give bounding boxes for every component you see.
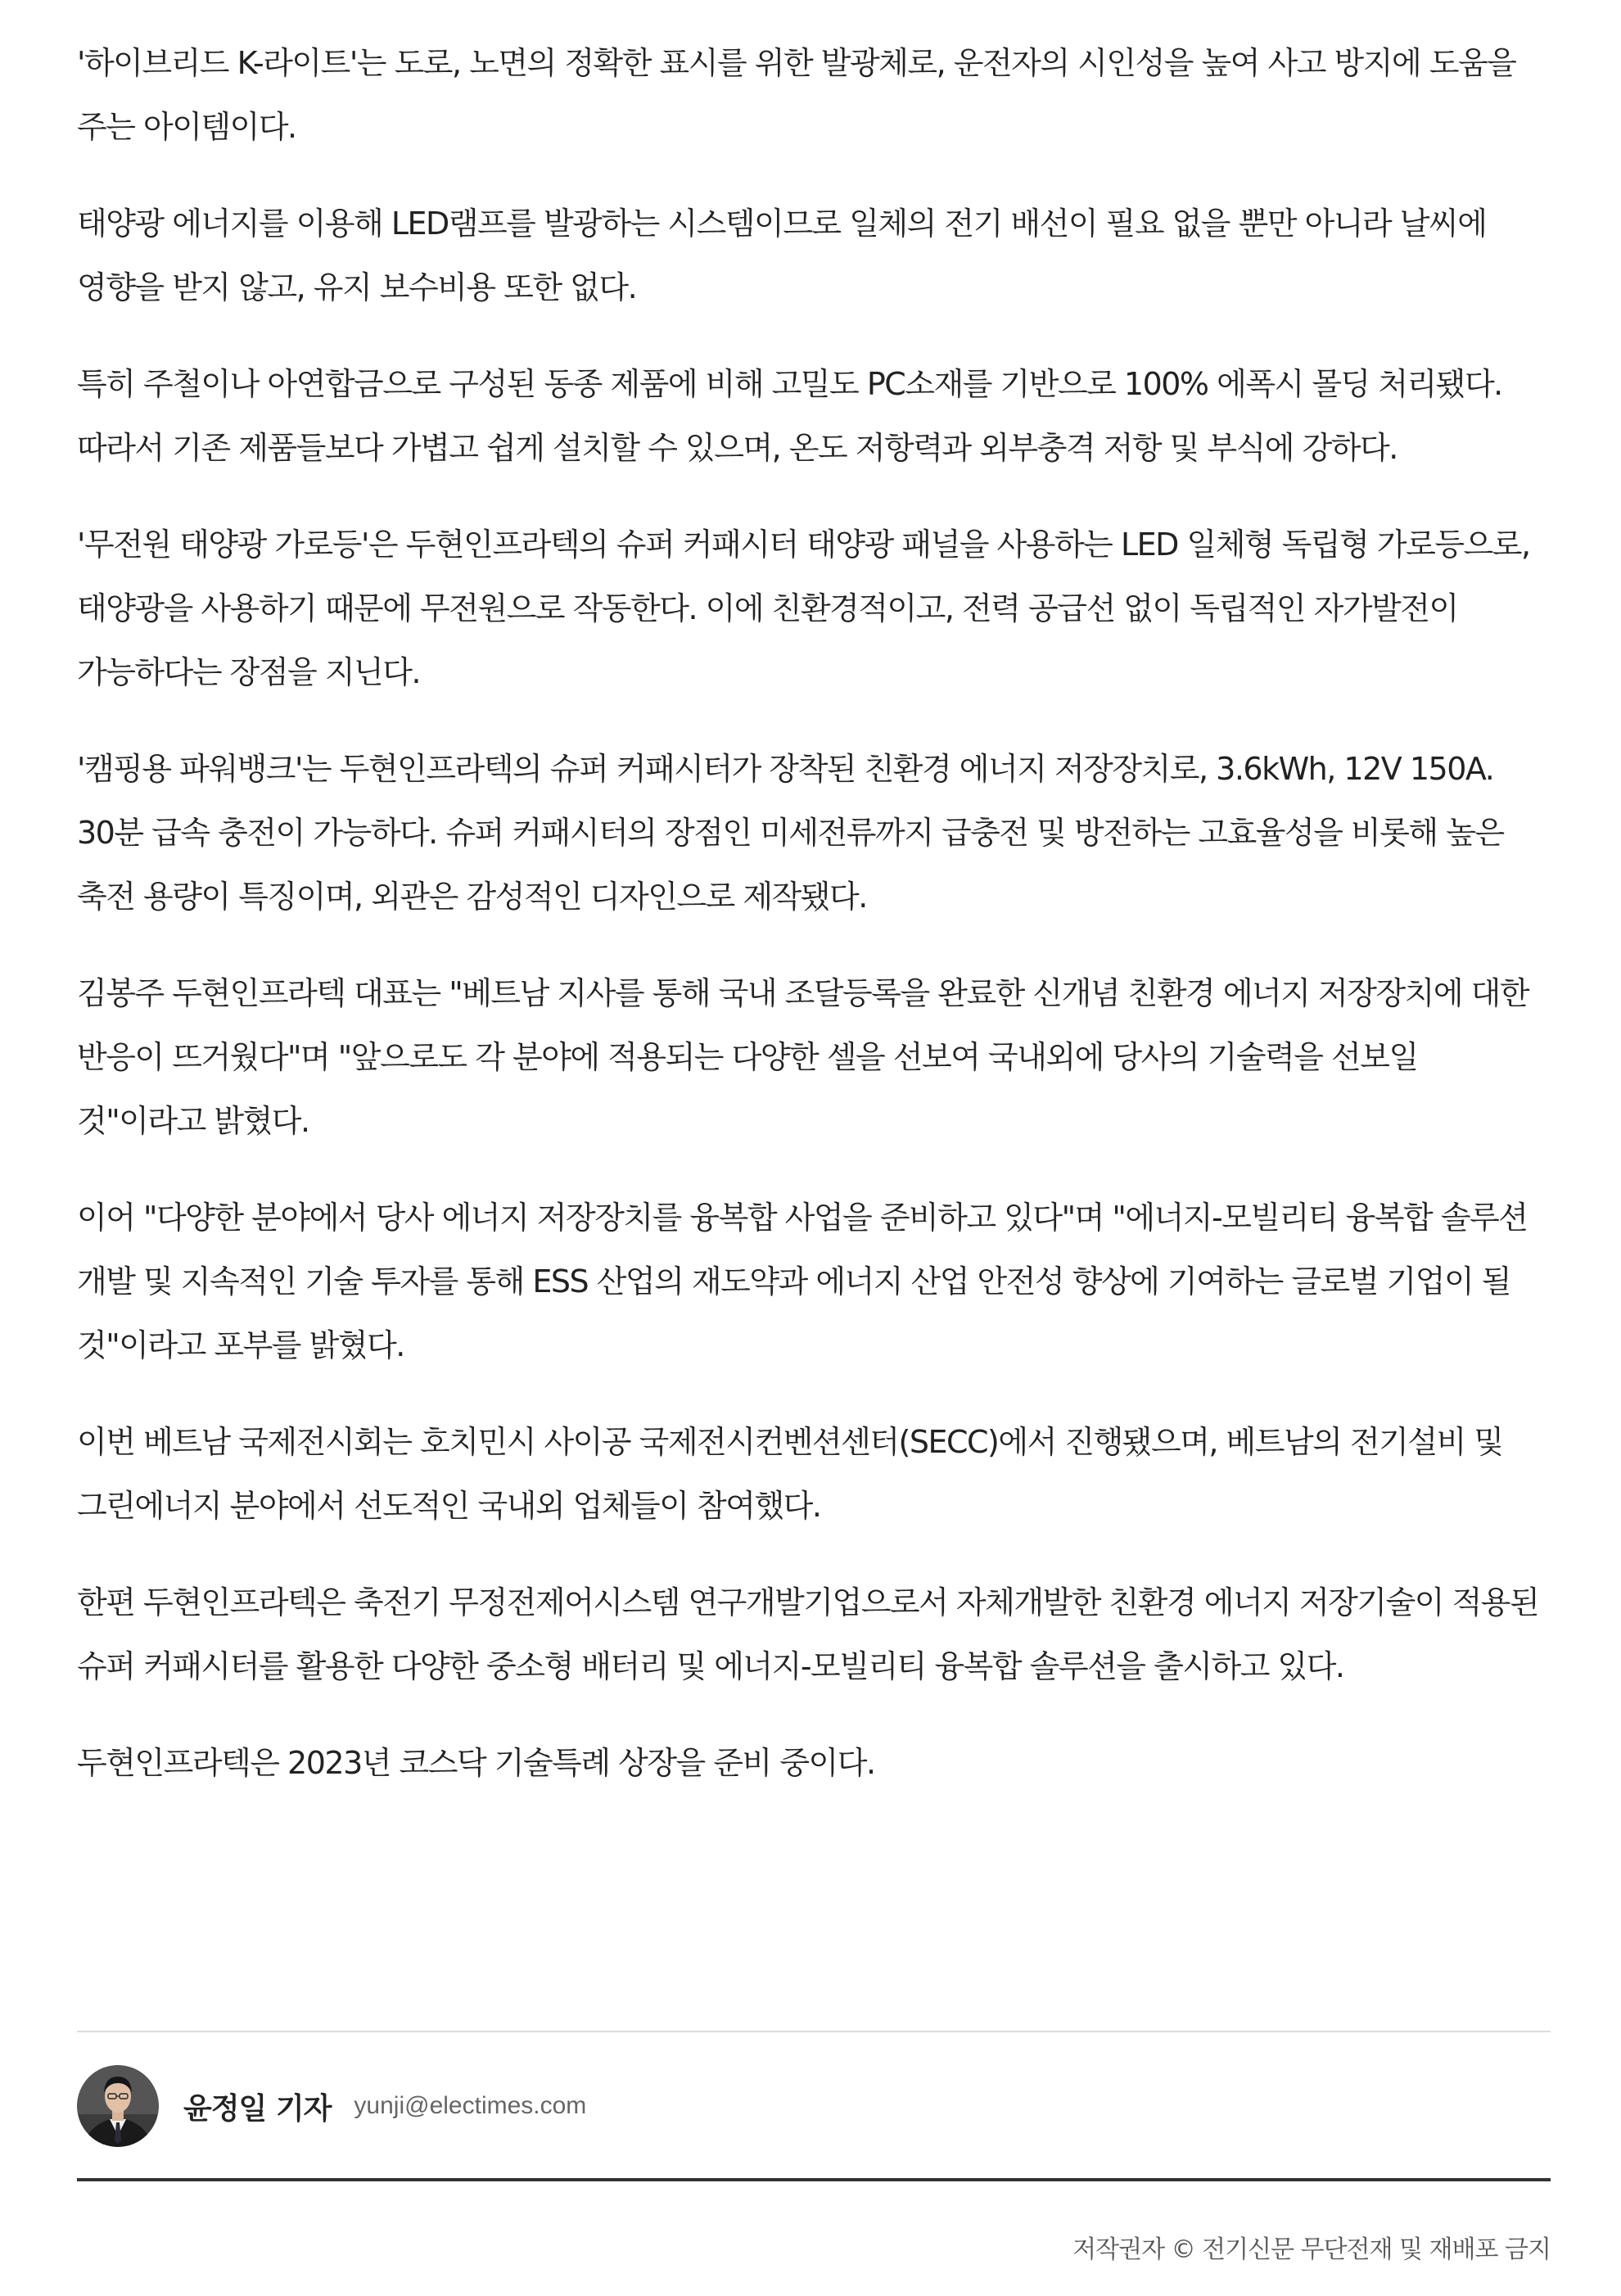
article-paragraph: 한편 두현인프라텍은 축전기 무정전제어시스템 연구개발기업으로서 자체개발한 친환경 에너지 저장기술이 적용된 슈퍼 커패시터를 활용한 다양한 중소형 배터리 및 에너지-모빌리티 융복합 솔루션을 출시하고 있다. — [77, 1584, 1539, 1684]
reporter-email[interactable]: yunji@electimes.com — [354, 2092, 587, 2119]
article-paragraph: 김봉주 두현인프라텍 대표는 "베트남 지사를 통해 국내 조달등록을 완료한 신개념 친환경 에너지 저장장치에 대한 반응이 뜨거웠다"며 "앞으로도 각 분야에 적용되는 다양한 셀을 선보여 국내외에 당사의 기술력을 선보일 것"이라고 밝혔다. — [77, 975, 1529, 1139]
article-paragraph: 태양광 에너지를 이용해 LED램프를 발광하는 시스템이므로 일체의 전기 배선이 필요 없을 뿐만 아니라 날씨에 영향을 받지 않고, 유지 보수비용 또한 없다. — [77, 206, 1487, 305]
article-paragraph: '캠핑용 파워뱅크'는 두현인프라텍의 슈퍼 커패시터가 장착된 친환경 에너지 저장장치로, 3.6kWh, 12V 150A. 30분 급속 충전이 가능하다. 슈퍼 커패시터의 장점인 미세전류까지 급충전 및 방전하는 고효율성을 비롯해 높은 축전 용량이 특징이며, 외관은 감성적인 디자인으로 제작됐다. — [77, 751, 1504, 915]
reporter-byline — [77, 2063, 586, 2149]
reporter-avatar-photo-icon — [77, 2065, 159, 2147]
article-paragraph: 이어 "다양한 분야에서 당사 에너지 저장장치를 융복합 사업을 준비하고 있다"며 "에너지-모빌리티 융복합 솔루션 개발 및 지속적인 기술 투자를 통해 ESS 산업의 재도약과 에너지 산업 안전성 향상에 기여하는 글로벌 기업이 될 것"이라고 포부를 밝혔다. — [77, 1200, 1528, 1363]
copyright-notice: 저작권자 © 전기신문 무단전재 및 재배포 금지 — [1072, 2235, 1551, 2264]
article-paragraph: '하이브리드 K-라이트'는 도로, 노면의 정확한 표시를 위한 발광체로, 운전자의 시인성을 높여 사고 방지에 도움을 주는 아이템이다. — [77, 45, 1516, 145]
article-paragraph: 이번 베트남 국제전시회는 호치민시 사이공 국제전시컨벤션센터(SECC)에서 진행됐으며, 베트남의 전기설비 및 그린에너지 분야에서 선도적인 국내외 업체들이 참여했다. — [77, 1424, 1503, 1524]
article-body — [77, 31, 1551, 1828]
article-paragraph: '무전원 태양광 가로등'은 두현인프라텍의 슈퍼 커패시터 태양광 패널을 사용하는 LED 일체형 독립형 가로등으로, 태양광을 사용하기 때문에 무전원으로 작동한다. 이에 친환경적이고, 전력 공급선 없이 독립적인 자가발전이 가능하다는 장점을 지닌다. — [77, 527, 1530, 690]
article-paragraph: 특히 주철이나 아연합금으로 구성된 동종 제품에 비해 고밀도 PC소재를 기반으로 100% 에폭시 몰딩 처리됐다. 따라서 기존 제품들보다 가볍고 쉽게 설치할 수 있으며, 온도 저항력과 외부충격 저항 및 부식에 강하다. — [77, 366, 1502, 466]
reporter-avatar[interactable] — [77, 2065, 159, 2147]
footer-divider — [77, 2178, 1551, 2181]
article-paragraph: 두현인프라텍은 2023년 코스닥 기술특례 상장을 준비 중이다. — [77, 1745, 875, 1781]
reporter-name[interactable]: 윤정일 기자 — [183, 2091, 332, 2126]
byline-top-divider — [77, 2031, 1551, 2032]
